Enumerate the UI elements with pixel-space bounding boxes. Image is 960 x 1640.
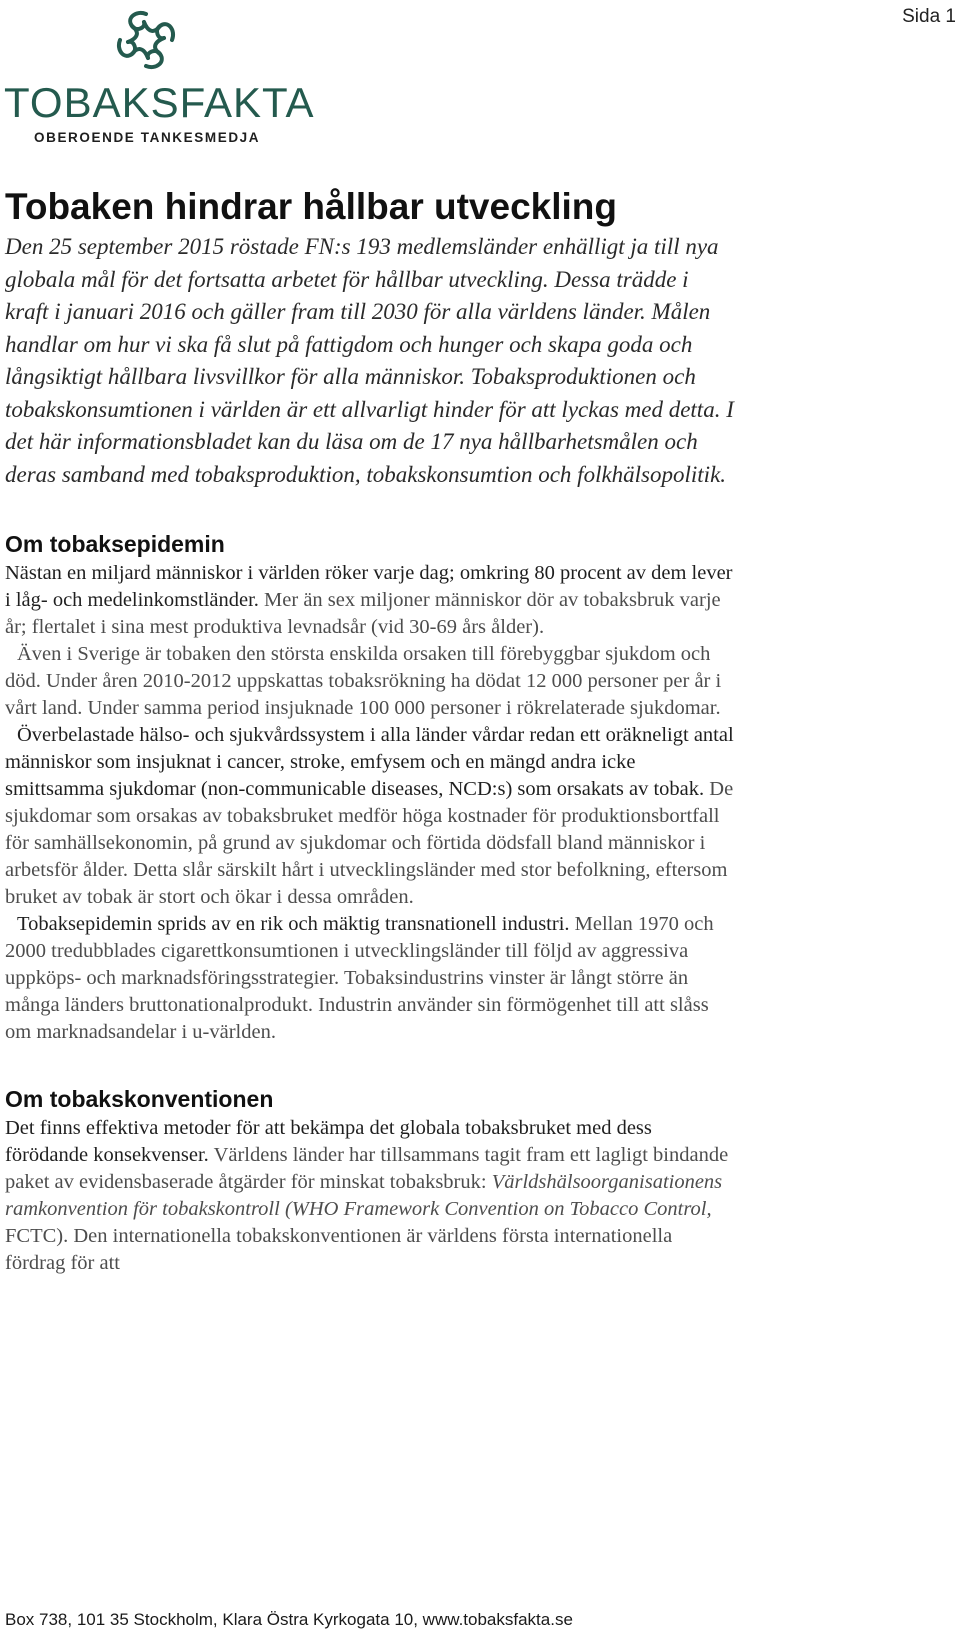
text-span: Det finns effektiva metoder för att bekämpa det globala tobaksbruket med dess förödande konsekvenser. [5,1117,652,1167]
paragraph [5,911,735,1046]
text-span: Tobaksepidemin sprids av en rik och mäktig transnationell industri. [17,913,570,936]
document-title: Tobaken hindrar hållbar utveckling [5,186,617,227]
text-span: Överbelastade hälso- och sjukvårdssystem i alla länder vårdar redan ett oräkneligt antal människor som insjuknat i cancer, stroke, emfysem och en mängd andra icke smittsamma sjukdomar (non-communicable diseases, NCD:s) som orsakats av tobak. [5,724,734,801]
paragraph: Även i Sverige är tobaken den största enskilda orsaken till förebyggbar sjukdom och död. Under åren 2010-2012 uppskattas tobaksrökning ha dödat 12 000 personer per år i vårt land. Under samma period insjuknade 100 000 personer i rökrelaterade sjukdomar. [5,643,722,720]
text-span: Världens länder har tillsammans tagit fram ett lagligt bindande paket av evidensbaserade åtgärder för minskat tobaksbruk: [5,1144,729,1194]
logo-wordmark: TOBAKSFAKTA [4,79,315,126]
paragraph [5,560,735,641]
tobaksfakta-logo [4,8,315,148]
italic-span: Världshälsoorganisationens ramkonvention för tobakskontroll (WHO Framework Convention on Tobacco Control, [5,1171,723,1221]
section-heading-tobakskonventionen: Om tobakskonventionen [5,1086,274,1113]
paragraph [5,722,735,911]
footer-address: Box 738, 101 35 Stockholm, Klara Östra Kyrkogata 10, www.tobaksfakta.se [5,1610,573,1629]
section-heading-tobaksepidemin: Om tobaksepidemin [5,531,225,558]
text-span: Mer än sex miljoner människor dör av tobaksbruk varje år; flertalet i sina mest produktiva levnadsår (vid 30-69 års ålder). [5,589,721,639]
logo-tagline: OBEROENDE TANKESMEDJA [34,130,261,145]
intro-paragraph: Den 25 september 2015 röstade FN:s 193 medlemsländer enhälligt ja till nya globala mål för det fortsatta arbetet för hållbar utveckling. Dessa trädde i kraft i januari 2016 och gäller fram till 2030 för alla världens länder. Målen handlar om hur vi ska få slut på fattigdom och hunger och skapa goda och långsiktigt hållbara livsvillkor för alla människor. Tobaksproduktionen och tobakskonsumtionen i världen är ett allvarligt hinder för att lyckas med detta. I det här informationsbladet kan du läsa om de 17 nya hållbarhetsmålen och deras samband med tobaksproduktion, tobakskonsumtion och folkhälsopolitik. [5,234,734,487]
document-body [5,185,735,1277]
paragraph [5,1115,735,1277]
text-span: FCTC). Den internationella tobakskonventionen är världens första internationella fördrag för att [5,1225,673,1275]
text-span: De sjukdomar som orsakas av tobaksbruket medför höga kostnader för produktionsbortfall för samhällsekonomin, på grund av sjukdomar och förtida dödsfall bland människor i arbetsför ålder. Detta slår särskilt hårt i utvecklingsländer med stor befolkning, eftersom bruket av tobak är stort och ökar i dessa områden. [5,778,734,909]
page-number: Sida 1 [902,6,956,27]
logo-knot-icon [114,8,178,72]
text-span: Mellan 1970 och 2000 tredubblades cigarettkonsumtionen i utvecklingsländer till följd av aggressiva uppköps- och marknadsföringsstrategier. Tobaksindustrins vinster är långt större än många länders bruttonationalprodukt. Industrin använder sin förmögenhet till att slåss om marknadsandelar i u-världen. [5,913,714,1044]
text-span: Nästan en miljard människor i världen röker varje dag; omkring 80 procent av dem lever i låg- och medelinkomstländer. [5,562,733,612]
